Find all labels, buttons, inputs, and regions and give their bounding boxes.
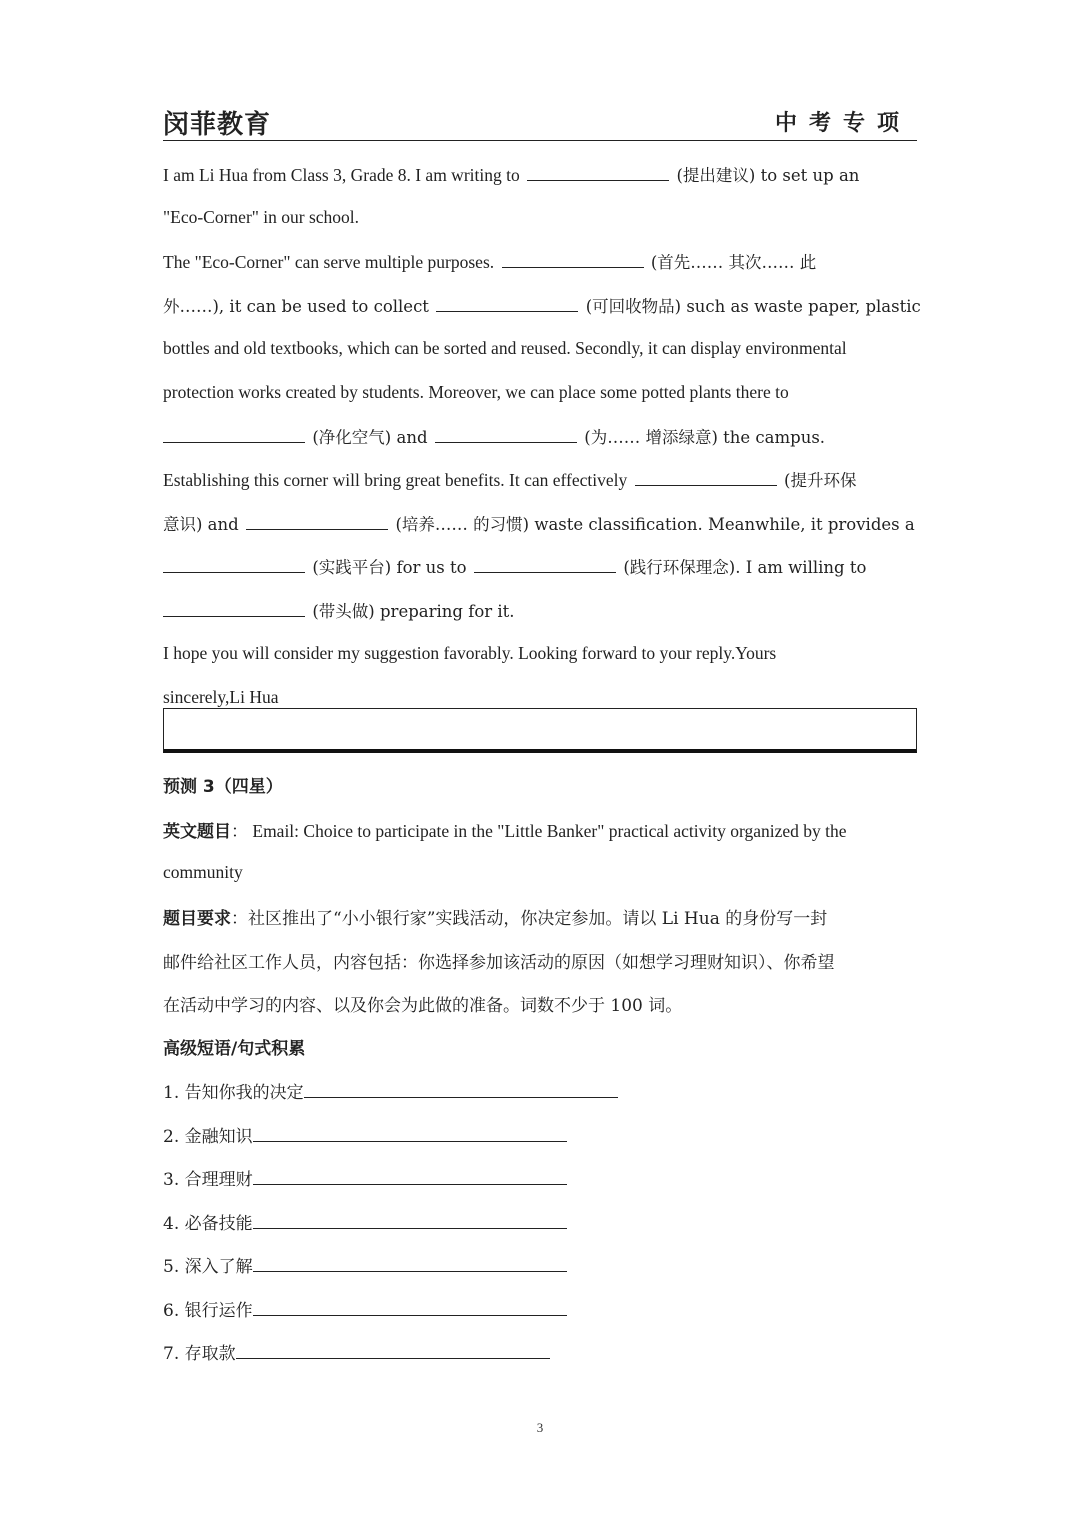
phrase-blank[interactable]: [253, 1125, 567, 1142]
topic-label: 英文题目: [163, 822, 231, 842]
phrase-blank[interactable]: [236, 1342, 550, 1359]
fill-blank[interactable]: [474, 558, 616, 573]
topic-line-2: [163, 862, 243, 883]
letter-text: (为…… 增添绿意) the campus.: [584, 428, 826, 447]
phrases-title: 高级短语/句式积累: [163, 1039, 306, 1059]
letter-line-12: [163, 643, 776, 664]
letter-text: The "Eco-Corner" can serve multiple purposes.: [163, 252, 495, 272]
requirement-line-2: [163, 948, 835, 973]
topic-text: community: [163, 862, 243, 882]
requirement-line-3: [163, 991, 682, 1016]
requirement-label: 题目要求: [163, 909, 231, 929]
phrase-label: 1. 告知你我的决定: [163, 1083, 304, 1103]
phrase-item: [163, 1078, 618, 1103]
phrase-label: 5. 深入了解: [163, 1257, 253, 1277]
letter-text: protection works created by students. Moreover, we can place some potted plants there to: [163, 382, 789, 402]
letter-line-8: [163, 467, 856, 491]
letter-line-9: [163, 511, 915, 535]
fill-blank[interactable]: [246, 515, 388, 530]
letter-text: (培养…… 的习惯) waste classification. Meanwhile, it provides a: [395, 515, 915, 534]
letter-text: sincerely,Li Hua: [163, 687, 279, 707]
requirement-line-1: [163, 904, 827, 929]
letter-text: (净化空气) and: [312, 428, 428, 447]
requirement-text: 邮件给社区工作人员，内容包括：你选择参加该活动的原因（如想学习理财知识）、你希望: [163, 953, 835, 973]
requirement-text: 社区推出了“小小银行家”实践活动，你决定参加。请以 Li Hua 的身份写一封: [248, 909, 828, 929]
topic-separator: ：: [231, 822, 248, 842]
letter-text: "Eco-Corner" in our school.: [163, 207, 360, 227]
fill-blank[interactable]: [635, 471, 777, 486]
requirement-text: 在活动中学习的内容、以及你会为此做的准备。词数不少于 100 词。: [163, 996, 683, 1016]
fill-blank[interactable]: [163, 428, 305, 443]
answer-box[interactable]: [163, 708, 917, 753]
letter-text: (实践平台) for us to: [312, 558, 467, 577]
page-number: 3: [536, 1420, 544, 1435]
fill-blank[interactable]: [527, 166, 669, 181]
phrase-label: 2. 金融知识: [163, 1127, 253, 1147]
phrase-blank[interactable]: [253, 1255, 567, 1272]
phrase-blank[interactable]: [253, 1168, 567, 1185]
phrase-blank[interactable]: [253, 1212, 567, 1229]
phrase-blank[interactable]: [304, 1081, 618, 1098]
letter-text: I hope you will consider my suggestion favorably. Looking forward to your reply.Yours: [163, 643, 777, 663]
phrase-item: [163, 1339, 550, 1364]
phrase-item: [163, 1165, 567, 1190]
letter-line-6: [163, 382, 789, 403]
letter-line-4: [163, 293, 921, 317]
phrase-item: [163, 1122, 567, 1147]
letter-text: (可回收物品) such as waste paper, plastic: [585, 297, 921, 316]
letter-text: (践行环保理念). I am willing to: [623, 558, 867, 577]
letter-text: bottles and old textbooks, which can be sorted and reused. Secondly, it can display environmental: [163, 338, 847, 358]
fill-blank[interactable]: [435, 428, 577, 443]
phrase-item: [163, 1209, 567, 1234]
fill-blank[interactable]: [163, 558, 305, 573]
topic-line-1: [163, 817, 847, 842]
requirement-separator: ：: [231, 909, 248, 929]
letter-line-2: [163, 207, 359, 228]
section-title: 预测 3（四星）: [163, 777, 283, 797]
brand-name: 闵菲教育: [163, 110, 272, 140]
letter-line-11: [163, 598, 515, 622]
letter-text: (带头做) preparing for it.: [312, 602, 515, 621]
phrase-label: 7. 存取款: [163, 1344, 236, 1364]
letter-line-13: [163, 687, 279, 708]
letter-line-5: [163, 338, 847, 359]
letter-line-10: [163, 554, 866, 578]
phrase-blank[interactable]: [253, 1299, 567, 1316]
fill-blank[interactable]: [502, 253, 644, 268]
letter-line-3: [163, 249, 816, 273]
fill-blank[interactable]: [436, 297, 578, 312]
letter-text: (提出建议) to set up an: [676, 166, 860, 185]
letter-text: I am Li Hua from Class 3, Grade 8. I am writing to: [163, 165, 520, 185]
phrase-label: 6. 银行运作: [163, 1301, 253, 1321]
page-header: [163, 104, 917, 141]
phrase-item: [163, 1296, 567, 1321]
phrase-label: 3. 合理理财: [163, 1170, 253, 1190]
letter-text: (提升环保: [784, 471, 857, 490]
letter-line-1: [163, 162, 859, 186]
letter-text: (首先…… 其次…… 此: [650, 253, 817, 272]
phrase-label: 4. 必备技能: [163, 1214, 253, 1234]
fill-blank[interactable]: [163, 602, 305, 617]
letter-text: 外……), it can be used to collect: [163, 297, 429, 316]
header-category: 中考专项: [774, 110, 911, 136]
topic-text: Email: Choice to participate in the "Little Banker" practical activity organized by the: [252, 821, 847, 841]
letter-text: 意识) and: [163, 515, 239, 534]
letter-text: Establishing this corner will bring great benefits. It can effectively: [163, 470, 628, 490]
phrase-item: [163, 1252, 567, 1277]
letter-line-7: [163, 424, 825, 448]
